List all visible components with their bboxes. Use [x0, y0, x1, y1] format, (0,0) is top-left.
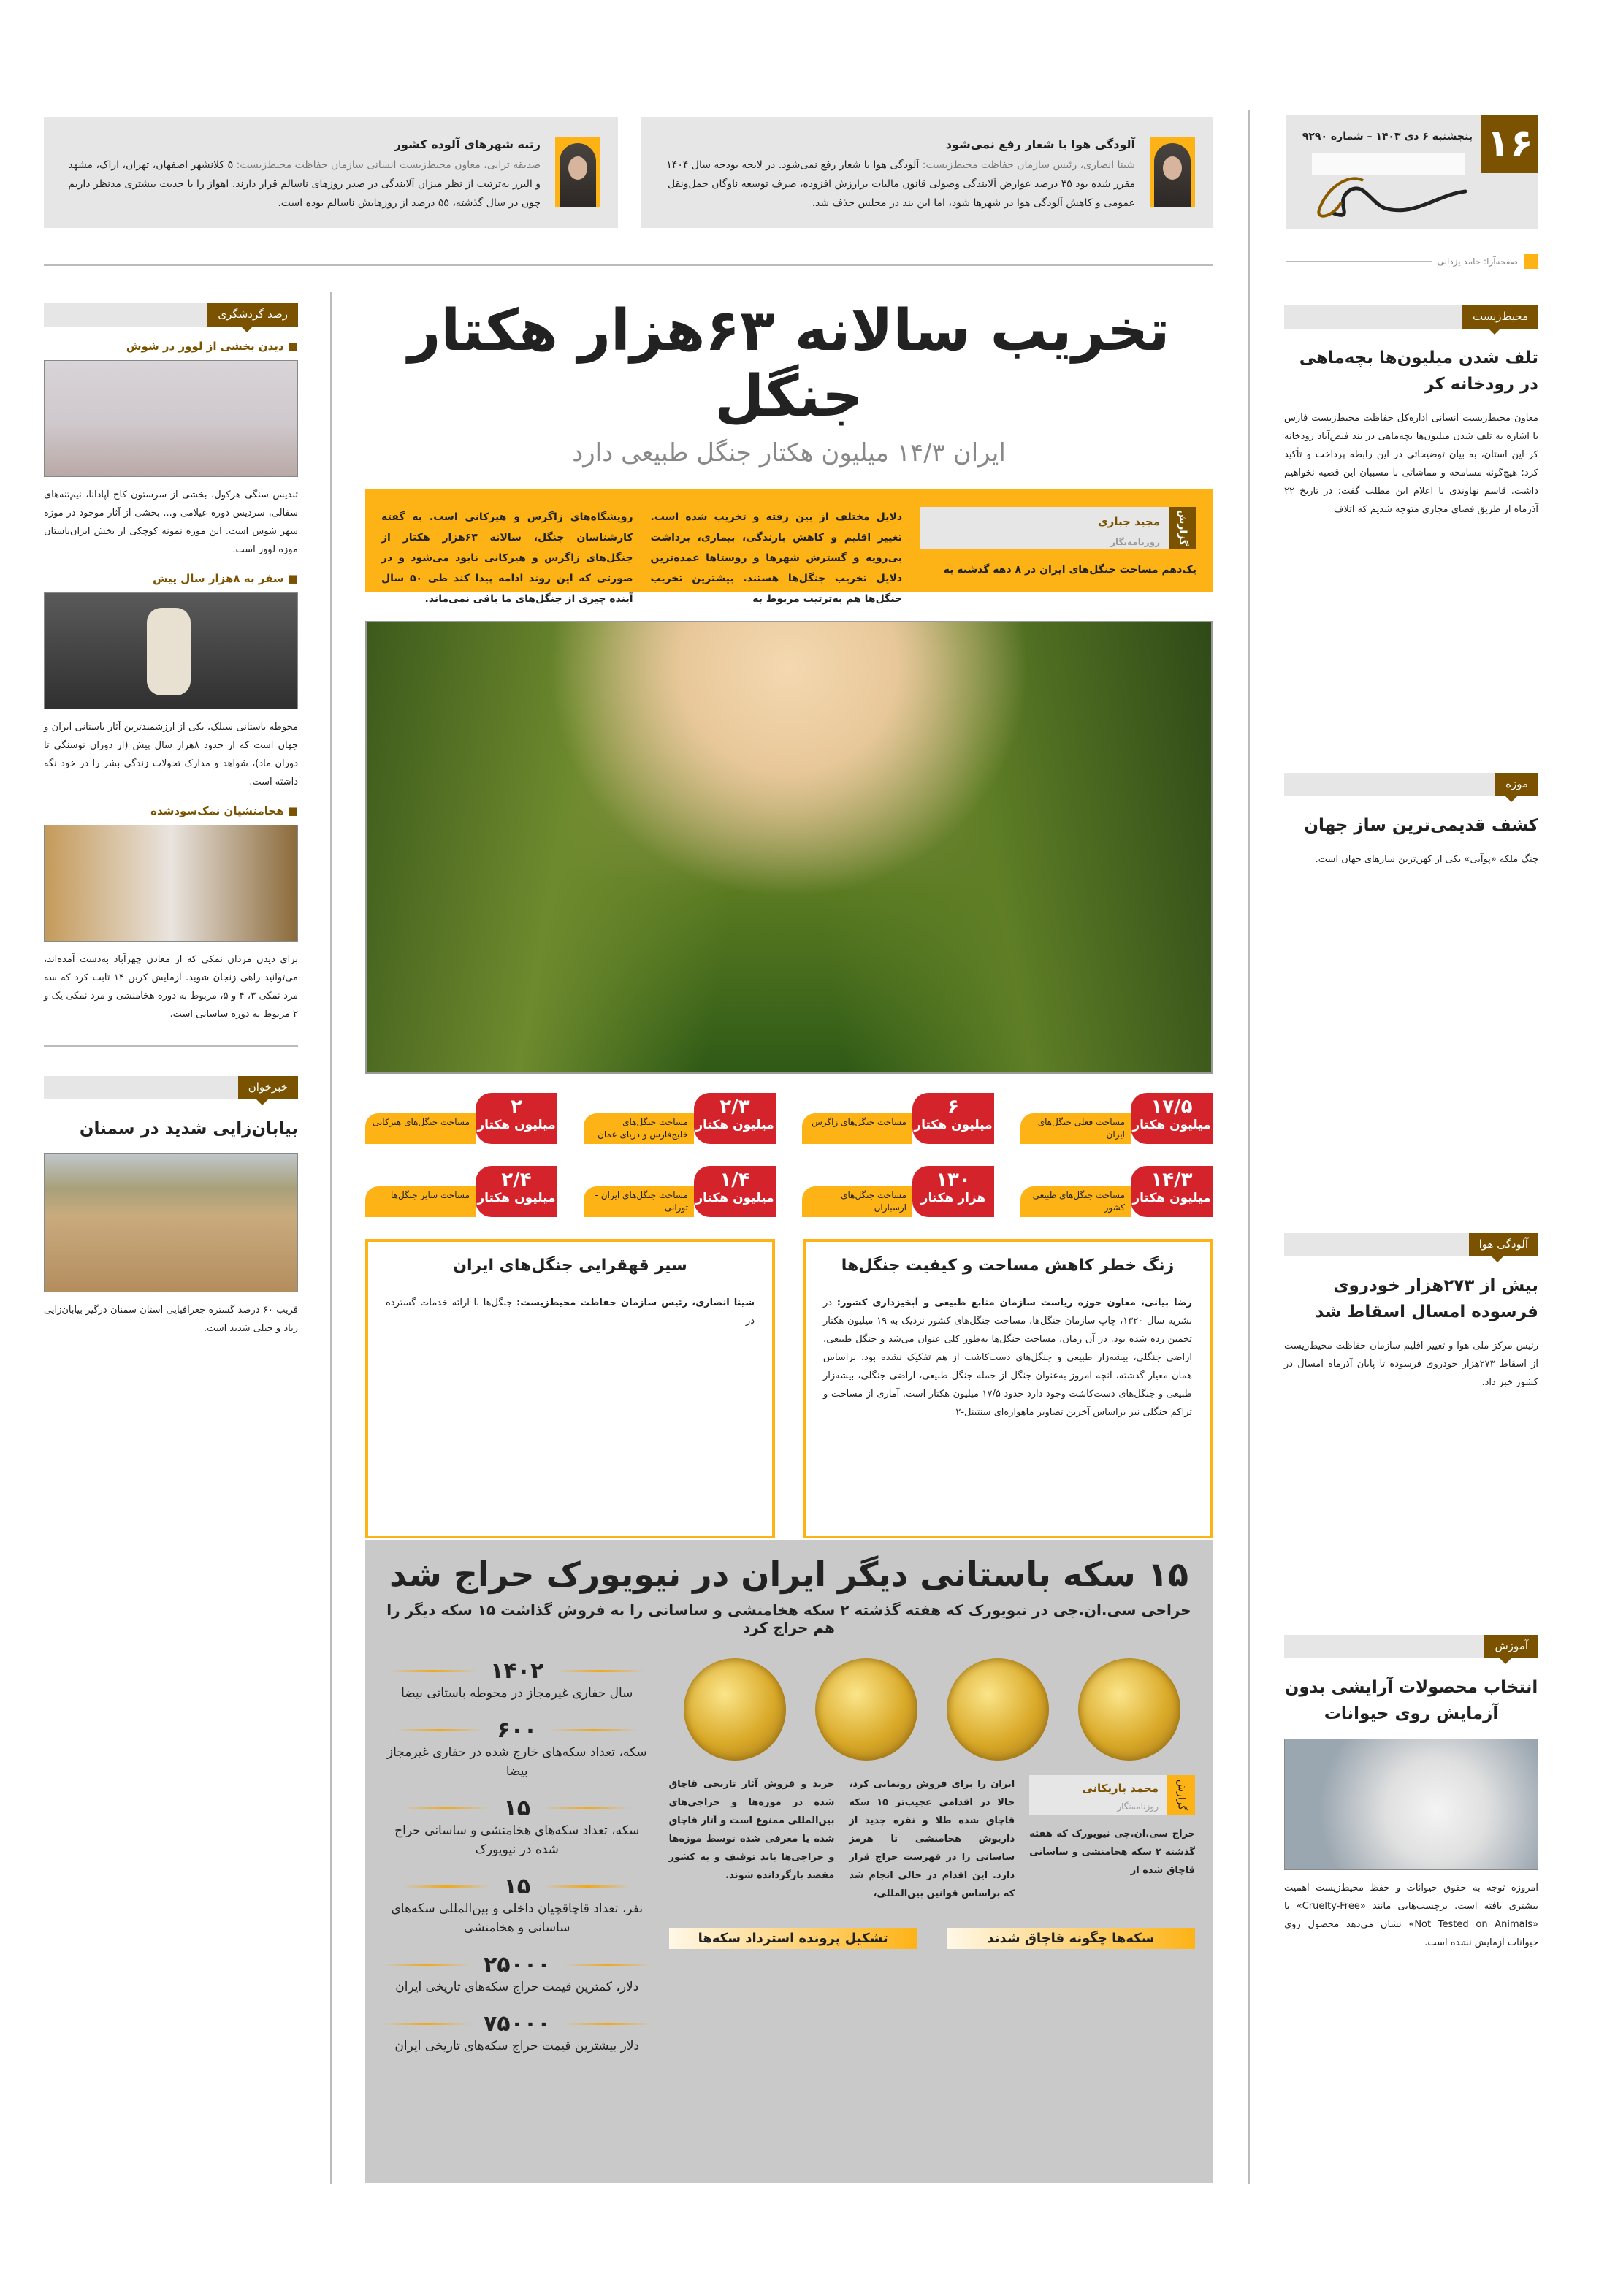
stat-item: ۶ میلیون هکتار مساحت جنگل‌های زاگرس [802, 1093, 994, 1144]
main-story [365, 292, 1213, 1538]
coin-photos [669, 1651, 1195, 1768]
box-forest-regression: سیر قهقرایی جنگل‌های ایران شینا انصاری، رئیس سازمان حفاظت محیط‌زیست: جنگل‌ها با ارائه خدمات گسترده در [365, 1239, 775, 1538]
photo-desert-cracked [44, 1153, 298, 1292]
logo [1305, 151, 1473, 224]
portrait-torabi [555, 137, 600, 207]
news-item-harp: موزه کشف قدیمی‌ترین ساز جهان چنگ ملکه «پوآبی» یکی از کهن‌ترین سازهای جهان است. [1284, 773, 1538, 1233]
news-item-cars: آلودگی هوا بیش از ۲۷۳هزار خودروی فرسوده امسال اسقاط شد رئیس مرکز ملی هوا و تغییر اقلیم سازمان حفاظت محیط‌زیست از اسقاط ۲۷۳هزار خودروی فرسوده تا پایان آذرماه امسال در کشور خبر داد. [1284, 1233, 1538, 1635]
credit-marker-icon [1524, 254, 1538, 269]
section-title-restitution: تشکیل پرونده استرداد سکه‌ها [669, 1928, 917, 1949]
fact-item: ۱۵ نفر، تعداد قاچاقچیان داخلی و بین‌المللی سکه‌های ساسانی و هخامنشی [383, 1874, 652, 1937]
column-rule-right [1248, 110, 1250, 2184]
quote-box-ansari: آلودگی هوا با شعار رفع نمی‌شود شینا انصاری، رئیس سازمان حفاظت محیط‌زیست: آلودگی هوا با شعار رفع نمی‌شود. در لایحه بودجه سال ۱۴۰۴ مقرر شده بود ۳۵ درصد عوارض آلایندگی وصولی قانون مالیات برارزش افزوده، صرف توسعه ناوگان حمل‌ونقل عمومی و کاهش آلودگی هوا در شهرها شود، اما این بند در مجلس حذف شد. [641, 117, 1213, 228]
coins-headline: ۱۵ سکه باستانی دیگر ایران در نیویورک حراج شد [389, 1555, 1188, 1594]
column-rule-left [330, 292, 332, 2184]
coins-story: ۱۵ سکه باستانی دیگر ایران در نیویورک حراج شد حراجی سی.ان.جی در نیویورک که هفته گذشته ۲ سکه هخامنشی و ساسانی را به فروش گذاشت ۱۵ سکه دیگر را هم حراج کرد گزارش محمد باریکانی روزنامه‌نگار حراج سی.ان.جی نیویورک که هفته گذشته ۲ سکه هخامنشی و ساسانی قاچاق شده از ایران را برای فروش رونمایی کرد، حالا در اقدامی عجیب‌تر ۱۵ سکه قاچاق شده طلا و نقره جدید از داریوش هخامنشی تا هرمز ساسانی را در فهرست حراج قرار دارد. این اقدام در حالی انجام شد که براساس قوانین بین‌المللی، خرید و فروش آثار تاریخی قاچاق شده در موزه‌ها و حراجی‌های بین‌المللی ممنوع است و آثار قاچاق شده یا معرفی شده توسط موزه‌ها و حراجی‌ها باید توقیف و به کشور مقصد بازگردانده شوند. سکه‌ها چگونه قاچاق شدند تشکیل پرونده استرداد سکه‌ها ۱۴۰۲ سال حفاری غیرمجاز در محوطه باستانی بیضا ۶۰۰ سکه، تعداد سکه‌های خارج شده در حفاری غیرمجاز بیضا ۱۵ سکه، تعداد سکه‌های هخامنشی و ساسانی حراج شده در نیویورک ۱۵ نفر، تعداد قاچاقچیان داخلی و بین‌المللی سکه‌های ساسانی و هخامنشی ۲۵۰۰۰ دلار، کمترین قیمت حراج سکه‌های تاریخی ایران ۷۵۰۰۰ دلار بیشترین قیمت حراج سکه‌های تاریخی ایران [365, 1540, 1213, 2183]
photo-shush-museum [44, 360, 298, 477]
fact-item: ۶۰۰ سکه، تعداد سکه‌های خارج شده در حفاری غیرمجاز بیضا [383, 1717, 652, 1781]
credit-line [1286, 261, 1432, 262]
coin-image [1078, 1658, 1180, 1761]
fact-item: ۱۵ سکه، تعداد سکه‌های هخامنشی و ساسانی حراج شده در نیویورک [383, 1796, 652, 1859]
layout-credit: صفحه‌آرا: حامد یزدانی [1286, 254, 1538, 269]
stat-item: ۲ میلیون هکتار مساحت جنگل‌های هیرکانی [365, 1093, 557, 1144]
coin-image [684, 1658, 786, 1761]
photo-salt-men [44, 825, 298, 942]
stat-item: ۱۴/۳ میلیون هکتار مساحت جنگل‌های طبیعی کشور [1020, 1166, 1213, 1217]
forest-photo [365, 621, 1213, 1074]
stats-grid [365, 1093, 1213, 1217]
top-rule [44, 264, 1213, 266]
photo-rabbit [1284, 1739, 1538, 1870]
box-forest-decline: زنگ خطر کاهش مساحت و کیفیت جنگل‌ها رضا بیانی، معاون حوزه ریاست سازمان منابع طبیعی و آبخیزداری کشور: در نشریه سال ۱۳۲۰، چاپ سازمان جنگل‌ها، مساحت جنگل‌های کشور نزدیک به ۱۹ میلیون هکتار تخمین زده شده بود. در آن زمان، مساحت جنگل‌ها به‌طور کلی عنوان می‌شد و جنگل طبیعی، اراضی جنگلی، بیشه‌زار طبیعی و جنگل‌های دست‌کاشت از هم تفکیک نشده بود. براساس همان معیار گذشته، آنچه امروز به‌عنوان جنگل از جمله جنگل طبیعی، اراضی جنگلی، بیشه‌زار طبیعی و جنگل‌های دست‌کاشت وجود دارد حدود ۱۷/۵ میلیون هکتار است. آماری از مساحت و تراکم جنگلی نیز براساس آخرین تصاویر ماهواره‌ای سنتینل-۲ [803, 1239, 1213, 1538]
stat-item: ۱/۴ میلیون هکتار مساحت جنگل‌های ایران - تورانی [584, 1166, 776, 1217]
coin-image [947, 1658, 1049, 1761]
logo-calligraphy [1305, 151, 1473, 224]
section-title-smuggling: سکه‌ها چگونه قاچاق شدند [947, 1928, 1195, 1949]
stat-item: ۱۷/۵ میلیون هکتار مساحت فعلی جنگل‌های ایران [1020, 1093, 1213, 1144]
left-column: رصد گردشگری ■ دیدن بخشی از لوور در شوش تندیس سنگی هرکول، بخشی از سرستون کاخ آپادانا، نیم‌تنه‌های سفالی، سردیس دوره عیلامی و... بخشی از آثار موجود در موزه شهر شوش است. این موزه نمونه کوچکی از بخش ایران‌باستان موزه لوور است. ■ سفر به ۸هزار سال پیش محوطه باستانی سیلک، یکی از ارزشمندترین آثار باستانی ایران و جهان است که از حدود ۸هزار سال پیش (از دوران نوسنگی تا دوران ماد)، شواهد و مدارک تحولات زندگی بشر را در خود نگه داشته است. ■ هخامنشیان نمک‌سودشده برای دیدن مردان نمکی که از معادن چهرآباد به‌دست آمده‌اند، می‌توانید راهی زنجان شوید. آزمایش کربن ۱۴ ثابت کرد که سه مرد نمکی ۳، ۴ و ۵، مربوط به دوره هخامنشی و مرد نمکی یک و ۲ مربوط به دوره ساسانی است. خبرخوان بیابان‌زایی شدید در سمنان قریب ۶۰ درصد گستره جغرافیایی استان سمنان درگیر بیابان‌زایی زیاد و خیلی شدید است. [44, 303, 298, 1338]
section-tag-tourism: رصد گردشگری [44, 303, 298, 327]
coins-byline: گزارش محمد باریکانی روزنامه‌نگار [1029, 1775, 1195, 1815]
quote-box-torabi: رتبه شهرهای آلوده کشور صدیقه ترابی، معاون محیط‌زیست انسانی سازمان حفاظت محیط‌زیست: ۵ کلانشهر اصفهان، تهران، اراک، مشهد و البرز به‌ترتیب از نظر میزان آلایندگی در صدر روزهای ناسالم قرار دارند. اهواز را با جدیت بیشتری مدنظر داریم چون در سال گذشته، ۵۵ درصد از روزهایش ناسالم بوده است. [44, 117, 618, 228]
fact-item: ۲۵۰۰۰ دلار، کمترین قیمت حراج سکه‌های تاریخی ایران [383, 1952, 652, 1996]
news-item-cosmetics: آموزش انتخاب محصولات آرایشی بدون آزمایش روی حیوانات امروزه توجه به حقوق حیوانات و حفظ محیط‌زیست اهمیت بیشتری یافته است. برچسب‌هایی مانند «Cruelty-Free» یا «Not Tested on Animals» نشان می‌دهد محصول روی حیوانات آزمایش نشده است. [1284, 1635, 1538, 1952]
byline: گزارش مجید جباری روزنامه‌نگار [920, 507, 1196, 549]
right-column [1284, 305, 1538, 1952]
semnan-title: بیابان‌زایی شدید در سمنان [79, 1119, 298, 1138]
fact-item: ۷۵۰۰۰ دلار بیشترین قیمت حراج سکه‌های تاریخی ایران [383, 2011, 652, 2056]
author-name: مجید جباری [1097, 515, 1160, 528]
portrait-ansari [1150, 137, 1195, 207]
subheadline: ایران ۱۴/۳ میلیون هکتار جنگل طبیعی دارد [572, 438, 1006, 468]
news-item-fish: محیط‌زیست تلف شدن میلیون‌ها بچه‌ماهی در رودخانه کر معاون محیط‌زیست انسانی اداره‌کل حفاظت محیط‌زیست فارس با اشاره به تلف شدن میلیون‌ها بچه‌ماهی در بند فیض‌آباد رودخانه کر این استان، به بیان توضیحاتی در این رابطه پرداخت و تأکید کرد: هیچ‌گونه مسامحه و مماشاتی با مسببان این قضیه نخواهیم داشت. قاسم نهاوندی با اعلام این مطلب گفت: در تاریخ ۲۲ آذرماه از طریق فضای مجازی متوجه شدیم که اتلاف [1284, 305, 1538, 773]
lead-box: گزارش مجید جباری روزنامه‌نگار یک‌دهم مساحت جنگل‌های ایران در ۸ دهه گذشته به دلایل مختلف از بین رفته و تخریب شده است. تغییر اقلیم و کاهش بارندگی، بیماری، برداشت بی‌رویه و گسترش شهرها و روستاها عمده‌ترین دلایل تخریب جنگل‌ها هستند. بیشترین تخریب جنگل‌ها هم به‌ترتیب مربوط به رویشگاه‌های زاگرس و هیرکانی است. به گفته کارشناسان جنگل، سالانه ۶۳هزار هکتار از جنگل‌های زاگرس و هیرکانی نابود می‌شود و در صورتی که این روند ادامه پیدا کند طی ۵۰ سال آینده چیزی از جنگل‌های ما باقی نمی‌ماند. [365, 489, 1213, 592]
masthead [1286, 115, 1538, 229]
fact-item: ۱۴۰۲ سال حفاری غیرمجاز در محوطه باستانی بیضا [383, 1658, 652, 1703]
stat-item: ۱۳۰ هزار هکتار مساحت جنگل‌های ارسباران [802, 1166, 994, 1217]
stat-item: ۲/۴ میلیون هکتار مساحت سایر جنگل‌ها [365, 1166, 557, 1217]
headline: تخریب سالانه ۶۳هزار هکتار جنگل [408, 298, 1170, 430]
section-tag-news: خبرخوان [44, 1076, 298, 1099]
coin-image [815, 1658, 917, 1761]
coins-subheadline: حراجی سی.ان.جی در نیویورک که هفته گذشته ۲ سکه هخامنشی و ساسانی را به فروش گذاشت ۱۵ سکه دیگر را هم حراج کرد [386, 1601, 1191, 1636]
photo-sialk-artifacts [44, 592, 298, 709]
dateline: پنجشنبه ۶ دی ۱۴۰۳ – شماره ۹۲۹۰ [1302, 131, 1473, 142]
author-name: محمد باریکانی [1082, 1782, 1159, 1795]
page-number: ۱۶ [1481, 115, 1538, 173]
coin-facts [383, 1651, 652, 2070]
stat-item: ۲/۳ میلیون هکتار مساحت جنگل‌های خلیج‌فارس و دریای عمان [584, 1093, 776, 1144]
